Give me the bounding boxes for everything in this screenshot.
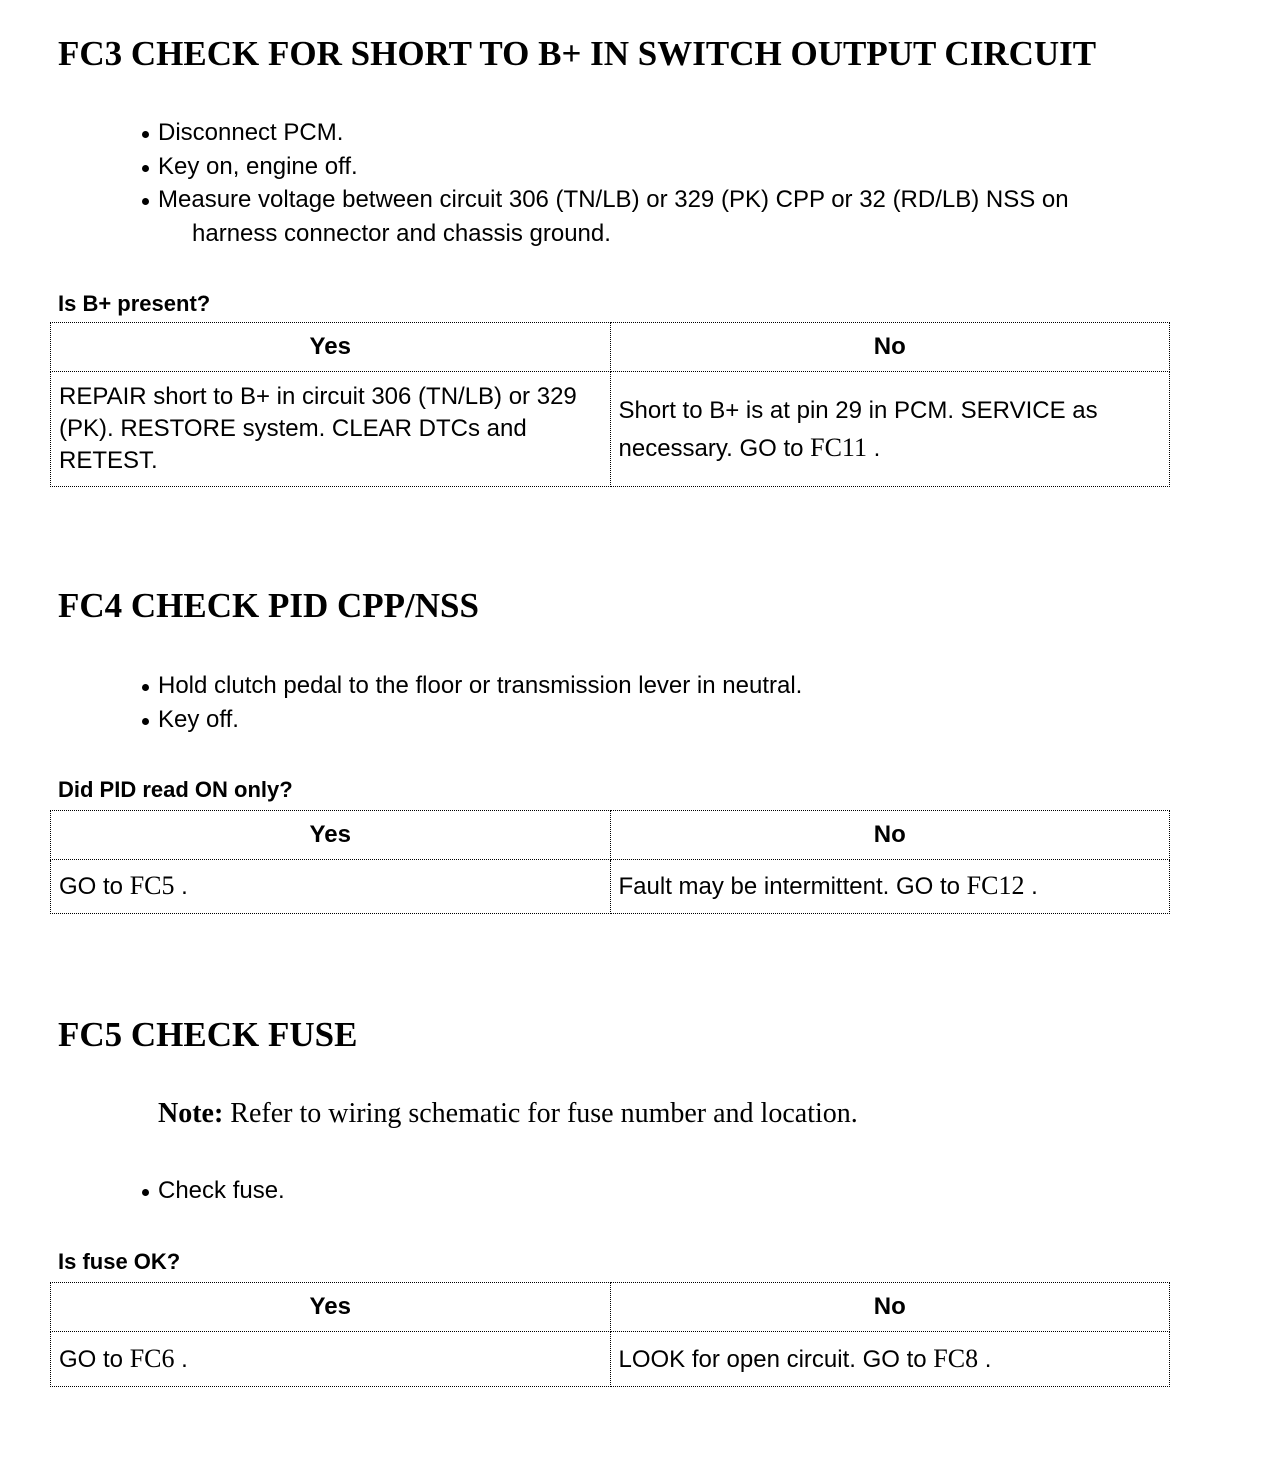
note (158, 1098, 858, 1130)
yes-cell: REPAIR short to B+ in circuit 306 (TN/LB) or 329 (PK). RESTORE system. CLEAR DTCs and RETEST. (51, 372, 611, 487)
step: Check fuse. (140, 1174, 285, 1208)
yes-cell (51, 860, 611, 914)
yes-text: GO to (59, 873, 130, 900)
punct: . (174, 1345, 188, 1373)
link-fc5[interactable]: FC5 (129, 871, 175, 900)
step: Key off. (140, 703, 802, 737)
no-header: No (610, 1283, 1170, 1332)
step: Hold clutch pedal to the floor or transmission lever in neutral. (140, 669, 802, 703)
steps-fc4 (140, 669, 802, 736)
no-text: Short to B+ is at pin 29 in PCM. SERVICE as necessary. GO to (618, 396, 1098, 462)
section-title-fc3: FC3 CHECK FOR SHORT TO B+ IN SWITCH OUTPUT CIRCUIT (58, 34, 1097, 73)
link-fc6[interactable]: FC6 (129, 1343, 175, 1373)
note-text: Refer to wiring schematic for fuse number and location. (223, 1098, 858, 1129)
punct: . (978, 1345, 992, 1373)
yes-header: Yes (51, 811, 611, 860)
link-fc11[interactable]: FC11 (810, 432, 867, 462)
punct: . (174, 873, 188, 900)
yes-text: GO to (59, 1345, 130, 1373)
steps-fc5 (140, 1174, 285, 1208)
no-header: No (610, 811, 1170, 860)
punct: . (1024, 873, 1038, 900)
section-title-fc4: FC4 CHECK PID CPP/NSS (58, 586, 479, 625)
note-label: Note: (158, 1098, 224, 1129)
no-cell (610, 372, 1170, 487)
section-title-fc5: FC5 CHECK FUSE (58, 1015, 358, 1054)
steps-fc3 (140, 116, 1069, 250)
link-fc12[interactable]: FC12 (966, 871, 1025, 900)
yes-cell (51, 1332, 611, 1387)
step-text-cont: harness connector and chassis ground. (192, 219, 611, 247)
step-text: Measure voltage between circuit 306 (TN/LB) or 329 (PK) CPP or 32 (RD/LB) NSS on (158, 186, 1069, 213)
no-header: No (610, 323, 1170, 372)
question-fc3: Is B+ present? (58, 291, 211, 316)
yes-header: Yes (51, 1283, 611, 1332)
no-cell (610, 1332, 1170, 1387)
yes-header: Yes (51, 323, 611, 372)
step (140, 183, 1069, 250)
answer-table-fc4 (50, 810, 1170, 914)
question-fc4: Did PID read ON only? (58, 777, 293, 802)
answer-table-fc5 (50, 1282, 1170, 1387)
no-cell (610, 860, 1170, 914)
no-text: Fault may be intermittent. GO to (618, 873, 967, 900)
step: Key on, engine off. (140, 150, 1069, 184)
step: Disconnect PCM. (140, 116, 1069, 150)
question-fc5: Is fuse OK? (58, 1249, 181, 1274)
answer-table-fc3 (50, 322, 1170, 487)
no-text: LOOK for open circuit. GO to (618, 1345, 934, 1373)
punct: . (866, 434, 881, 462)
link-fc8[interactable]: FC8 (933, 1343, 979, 1373)
